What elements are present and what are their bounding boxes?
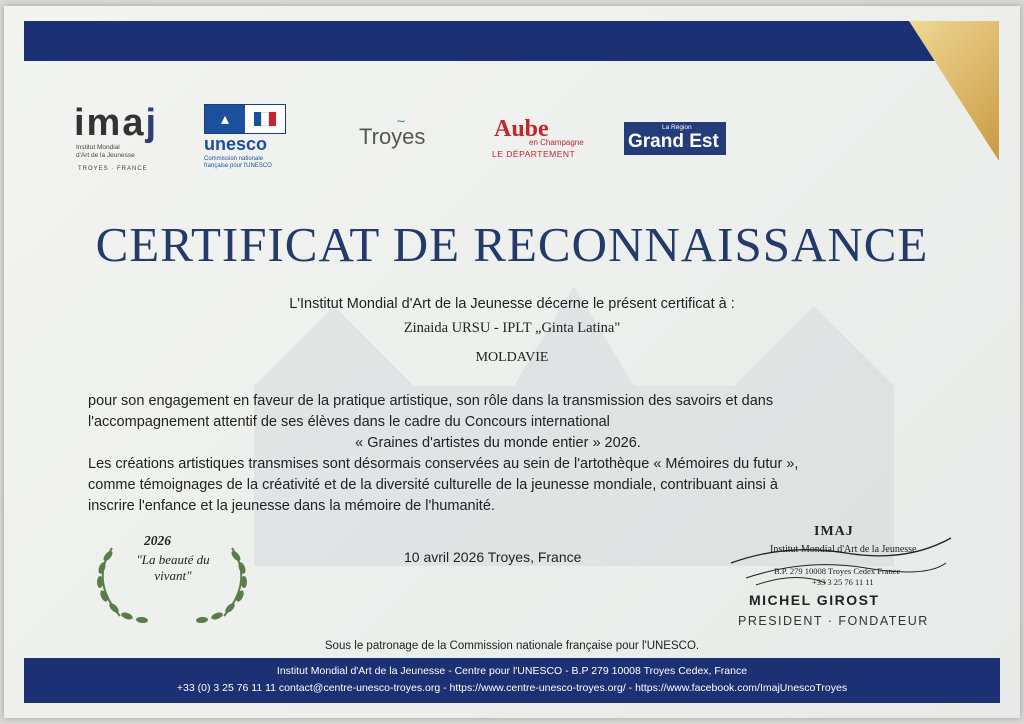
emblem-quote: "La beauté du vivant" — [136, 552, 210, 583]
stamp-title: IMAJ — [814, 524, 854, 539]
gold-corner — [909, 21, 999, 161]
intro-text: L'Institut Mondial d'Art de la Jeunesse décerne le présent certificat à : — [289, 296, 735, 312]
unesco-word: unesco — [204, 134, 268, 154]
signatory-role: PRESIDENT · FONDATEUR — [738, 614, 929, 628]
body-text: pour son engagement en faveur de la pratique artistique, son rôle dans la transmission des savoirs et dans l'accompagnement attentif de ses élèves dans le cadre du Concours international « Graines d'artistes du monde entier » 2026. Les créations artistiques transmises sont désormais conservées au sein de l'artothèque « Mémoires du futur », comme témoignages de la créativité et de la diversité culturelle de la jeunesse mondiale, contribuant ainsi à inscrire l'enfance et la jeunesse dans la mémoire de l'humanité. — [88, 393, 799, 514]
aube-logo: Aube — [494, 116, 549, 142]
troyes-logo: Troyes — [359, 124, 426, 149]
aube-department: LE DÉPARTEMENT — [492, 149, 576, 159]
certificate — [4, 6, 1020, 718]
footer-contact: +33 (0) 3 25 76 11 11 contact@centre-unesco-troyes.org - https://www.centre-unesco-troyes.org/ - https://www.facebook.com/ImajUnescoTroyes — [176, 682, 848, 694]
top-band — [24, 21, 964, 61]
troyes-swoosh-icon: ∼ — [396, 114, 407, 128]
grand-est-big: Grand Est — [628, 131, 719, 152]
grand-est-small: La Région — [662, 124, 692, 131]
aube-subtitle: en Champagne — [529, 138, 584, 147]
recipient-name: Zinaida URSU - IPLT „Ginta Latina" — [403, 320, 621, 336]
french-flag-icon — [245, 105, 285, 133]
imaj-logo: imaj — [74, 102, 159, 144]
footer-address: Institut Mondial d'Art de la Jeunesse - Centre pour l'UNESCO - B.P 279 10008 Troyes Cedex, France — [276, 665, 748, 677]
stamp-phone: +33 3 25 76 11 11 — [812, 577, 874, 587]
emblem-year: 2026 — [144, 533, 171, 548]
unesco-subtitle: Commission nationale française pour l'UNESCO — [204, 156, 272, 169]
date-place: 10 avril 2026 Troyes, France — [404, 549, 582, 565]
certificate-title: CERTIFICAT DE RECONNAISSANCE — [95, 217, 929, 272]
imaj-logo-city: TROYES · FRANCE — [78, 166, 148, 172]
patronage-text: Sous le patronage de la Commission nationale française pour l'UNESCO. — [324, 640, 700, 652]
stamp-address: B.P. 279 10008 Troyes Cedex France — [774, 566, 901, 576]
recipient-country: MOLDAVIE — [475, 350, 549, 365]
unesco-logo — [204, 104, 286, 134]
grand-est-logo — [624, 122, 726, 155]
footer-band — [24, 658, 1000, 703]
stamp-institute: Institut Mondial d'Art de la Jeunesse — [770, 544, 917, 555]
signatory-name: MICHEL GIROST — [749, 592, 880, 608]
imaj-logo-subtitle: Institut Mondial d'Art de la Jeunesse — [76, 144, 135, 159]
unesco-temple-icon: ▴ — [205, 105, 245, 133]
